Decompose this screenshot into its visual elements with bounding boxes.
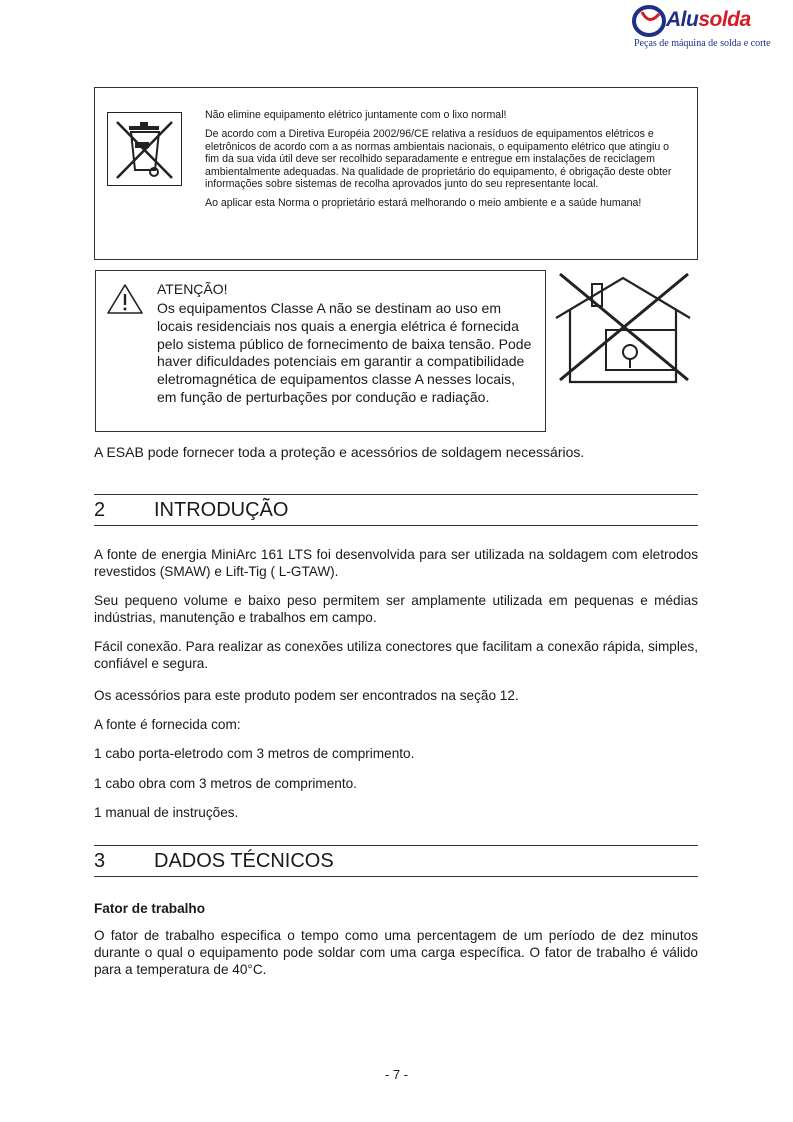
paragraph: A fonte é fornecida com: [94, 717, 241, 732]
list-item: 1 cabo porta-eletrodo com 3 metros de comprimento. [94, 746, 415, 761]
section-title: INTRODUÇÃO [154, 499, 289, 521]
crossed-out-house-icon [548, 270, 698, 388]
weee-text [205, 109, 683, 217]
paragraph: O fator de trabalho especifica o tempo como uma percentagem de um período de dez minutos durante o qual o equipamento pode soldar com uma carga específica. O fator de trabalho é válido para a temperatura de 40°C. [94, 928, 698, 977]
paragraph: Seu pequeno volume e baixo peso permitem ser amplamente utilizada em pequenas e médias indústrias, manutenção e trabalhos em campo. [94, 593, 698, 625]
logo-swoosh-icon [632, 4, 668, 38]
paragraph: A fonte de energia MiniArc 161 LTS foi desenvolvida para ser utilizada na soldagem com eletrodos revestidos (SMAW) e Lift-Tig ( L-GTAW). [94, 547, 698, 579]
section-heading-introducao [94, 494, 698, 526]
list-item: 1 manual de instruções. [94, 805, 239, 820]
list-item: 1 cabo obra com 3 metros de comprimento. [94, 776, 357, 791]
weee-paragraph: Ao aplicar esta Norma o proprietário estará melhorando o meio ambiente e a saúde humana! [205, 197, 642, 210]
weee-paragraph: De acordo com a Diretiva Européia 2002/96/CE relativa a resíduos de equipamentos elétricos e eletrônicos de acordo com a as normas ambientais nacionais, o equipamento elétrico que atingiu o fim da sua vida útil deve ser recolhido separadamente e entregue em instalações de reciclagem ambientalmente adequadas. Na qualidade de proprietário do equipamento, é obrigação deste obter informações sobre sistemas de recolha aprovados junto do seu representante local. [205, 128, 672, 191]
brand-wordmark: Alusolda [666, 8, 751, 31]
crossed-out-wheeled-bin-icon [107, 112, 182, 186]
attention-title: ATENÇÃO! [157, 281, 228, 297]
paragraph: Fácil conexão. Para realizar as conexões utiliza conectores que facilitam a conexão rápida, simples, confiável e segura. [94, 639, 698, 671]
attention-body: Os equipamentos Classe A não se destinam ao uso em locais residenciais nos quais a energia elétrica é fornecida pelo sistema público de fornecimento de baixa tensão. Pode haver dificuldades potenciais em garantir a compatibilidade eletromagnética de equipamentos classe A nesses locais, em função de perturbações por condução e radiação. [157, 300, 532, 405]
weee-paragraph: Não elimine equipamento elétrico juntamente com o lixo normal! [205, 109, 507, 121]
section-heading-dados-tecnicos [94, 845, 698, 877]
paragraph: Os acessórios para este produto podem ser encontrados na seção 12. [94, 688, 519, 703]
attention-box [95, 270, 546, 432]
warning-triangle-icon [106, 283, 144, 315]
brand-tagline: Peças de máquina de solda e corte [634, 38, 771, 49]
subheading: Fator de trabalho [94, 901, 206, 916]
section-number: 3 [94, 850, 106, 872]
section-title: DADOS TÉCNICOS [154, 850, 334, 872]
esab-note: A ESAB pode fornecer toda a proteção e acessórios de soldagem necessários. [94, 444, 585, 460]
section-number: 2 [94, 499, 106, 521]
brand-logo [632, 4, 771, 52]
weee-notice-box [94, 87, 698, 260]
page-number: - 7 - [384, 1067, 409, 1082]
